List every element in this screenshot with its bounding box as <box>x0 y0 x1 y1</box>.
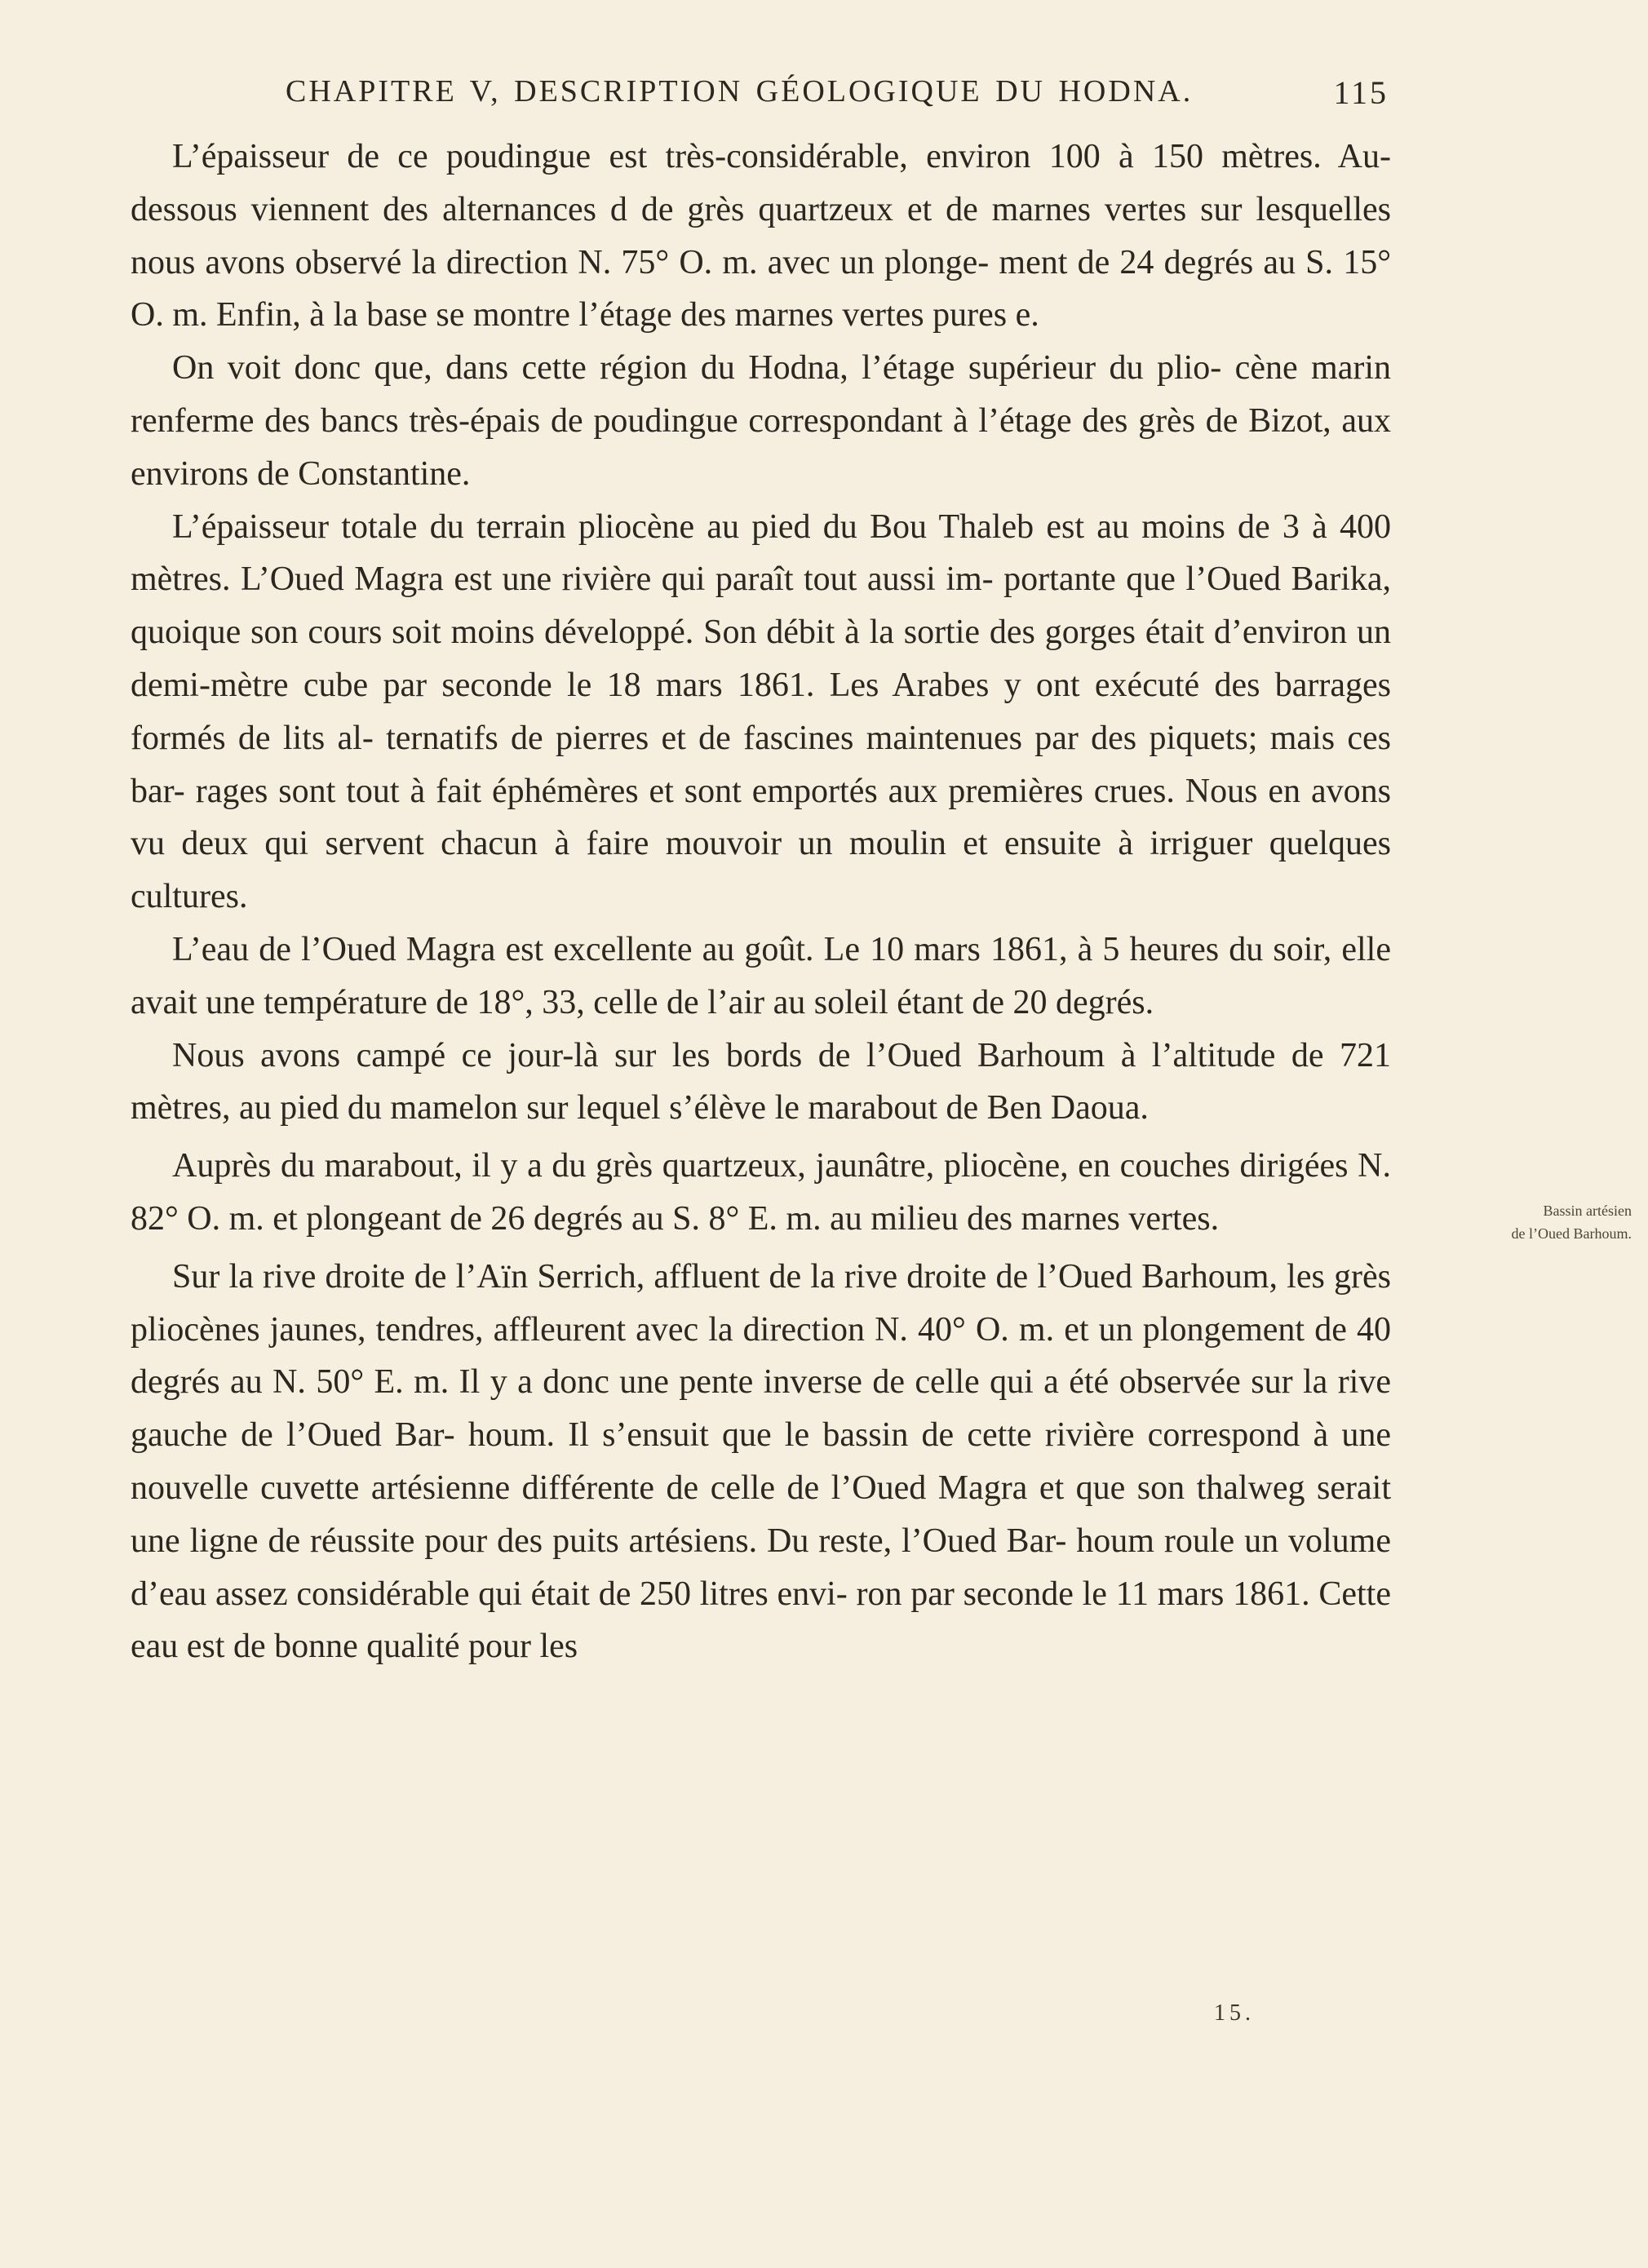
chapter-title: CHAPITRE V, DESCRIPTION GÉOLOGIQUE DU HODNA. <box>286 74 1194 109</box>
signature-mark: 15. <box>1214 2000 1255 2026</box>
page-number: 115 <box>1333 74 1389 111</box>
paragraph-5: Nous avons campé ce jour-là sur les bords de l’Oued Barhoum à l’altitude de 721 mètres, au pied du mamelon sur lequel s’élève le marabout de Ben Daoua. <box>131 1036 1391 1127</box>
paragraph-6: Auprès du marabout, il y a du grès quartzeux, jaunâtre, pliocène, en couches dirigées N. 82° O. m. et plongeant de 26 degrés au S. 8° E. m. au milieu des marnes vertes. <box>131 1147 1391 1238</box>
paragraph-2: On voit donc que, dans cette région du Hodna, l’étage supérieur du plio- cène marin renferme des bancs très-épais de poudingue correspondant à l’étage des grès de Bizot, aux environs de Constantine. <box>131 349 1391 493</box>
paragraph-4: L’eau de l’Oued Magra est excellente au goût. Le 10 mars 1861, à 5 heures du soir, elle avait une température de 18°, 33, celle de l’air au soleil étant de 20 degrés. <box>131 930 1391 1021</box>
body-text <box>131 131 1391 1673</box>
paragraph-3: L’épaisseur totale du terrain pliocène au pied du Bou Thaleb est au moins de 3 à 400 mètres. L’Oued Magra est une rivière qui paraît tout aussi im- portante que l’Oued Barika, quoique son cours soit moins développé. Son débit à la sortie des gorges était d’environ un demi-mètre cube par seconde le 18 mars 1861. Les Arabes y ont exécuté des barrages formés de lits al- ternatifs de pierres et de fascines maintenues par des piquets; mais ces bar- rages sont tout à fait éphémères et sont emportés aux premières crues. Nous en avons vu deux qui servent chacun à faire mouvoir un moulin et ensuite à irriguer quelques cultures. <box>131 507 1391 916</box>
paragraph-1: L’épaisseur de ce poudingue est très-considérable, environ 100 à 150 mètres. Au-dessous viennent des alternances d de grès quartzeux et de marnes vertes sur lesquelles nous avons observé la direction N. 75° O. m. avec un plonge- ment de 24 degrés au S. 15° O. m. Enfin, à la base se montre l’étage des marnes vertes pures e. <box>131 138 1391 334</box>
margin-note-line-1: Bassin artésien <box>1543 1203 1632 1219</box>
running-header <box>155 67 1403 124</box>
margin-note <box>1432 1199 1632 1245</box>
margin-note-line-2: de l’Oued Barhoum. <box>1511 1225 1632 1242</box>
paragraph-7: Sur la rive droite de l’Aïn Serrich, affluent de la rive droite de l’Oued Barhoum, les grès pliocènes jaunes, tendres, affleurent avec la direction N. 40° O. m. et un plongement de 40 degrés au N. 50° E. m. Il y a donc une pente inverse de celle qui a été observée sur la rive gauche de l’Oued Bar- houm. Il s’ensuit que le bassin de cette rivière correspond à une nouvelle cuvette artésienne différente de celle de l’Oued Magra et que son thalweg serait une ligne de réussite pour des puits artésiens. Du reste, l’Oued Bar- houm roule un volume d’eau assez considérable qui était de 250 litres envi- ron par seconde le 11 mars 1861. Cette eau est de bonne qualité pour les <box>131 1257 1391 1666</box>
